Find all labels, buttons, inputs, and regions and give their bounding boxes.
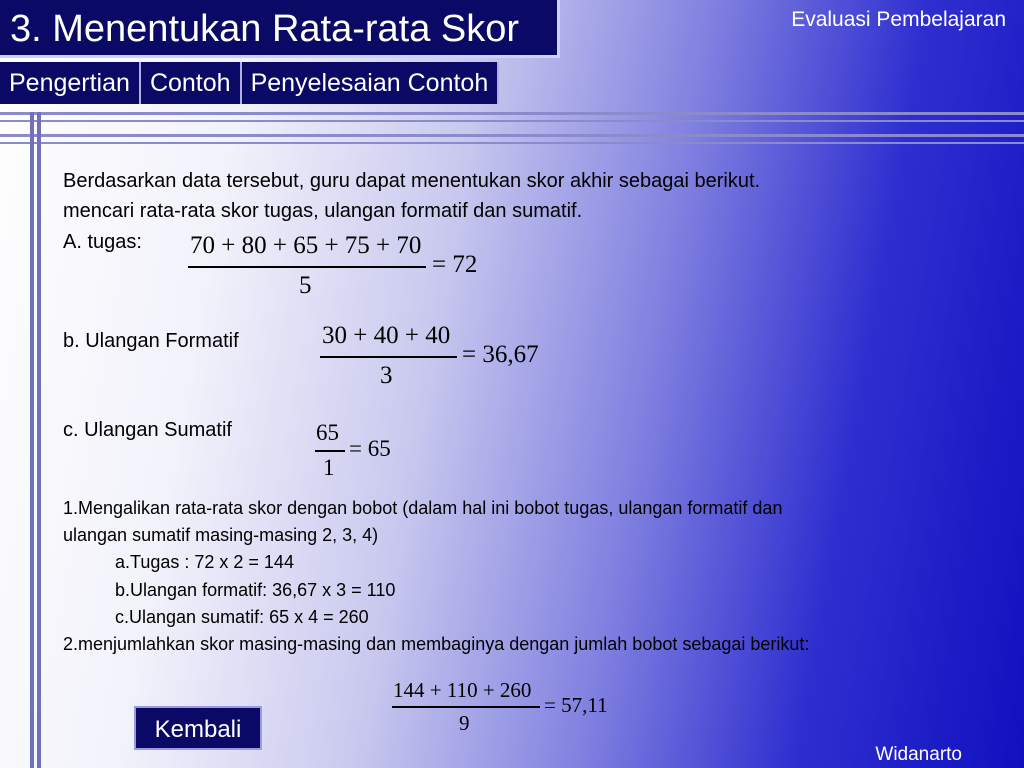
numerator: 144 + 110 + 260	[393, 678, 532, 702]
step-1a: a.Tugas : 72 x 2 = 144	[115, 552, 294, 572]
intro-line-2: mencari rata-rata skor tugas, ulangan formatif dan sumatif.	[63, 200, 583, 222]
tab-penyelesaian-contoh[interactable]: Penyelesaian Contoh	[242, 62, 500, 104]
intro-line-1: Berdasarkan data tersebut, guru dapat menentukan skor akhir sebagai berikut.	[63, 170, 761, 192]
step-1-line-2: ulangan sumatif masing-masing 2, 3, 4)	[63, 525, 379, 545]
result: = 65	[349, 436, 391, 461]
formula-formatif	[320, 322, 580, 392]
denominator: 5	[299, 272, 312, 299]
vertical-rule	[30, 112, 34, 768]
slide-title: 3. Menentukan Rata-rata Skor	[0, 0, 560, 58]
denominator: 1	[323, 455, 335, 480]
step-1-line-1: 1.Mengalikan rata-rata skor dengan bobot (dalam hal ini bobot tugas, ulangan formatif dan	[63, 498, 783, 518]
divider-line	[0, 134, 1024, 137]
tab-contoh[interactable]: Contoh	[141, 62, 242, 104]
fraction-bar	[392, 706, 540, 708]
divider-line	[0, 120, 1024, 122]
formula-tugas	[188, 232, 498, 302]
divider-line	[0, 142, 1024, 144]
course-label: Evaluasi Pembelajaran	[791, 8, 1006, 31]
divider-line	[0, 112, 1024, 115]
step-1c: c.Ulangan sumatif: 65 x 4 = 260	[115, 607, 369, 627]
author-label: Widanarto	[875, 744, 962, 765]
formula-sumatif	[315, 420, 435, 485]
denominator: 3	[380, 362, 393, 389]
result: = 57,11	[544, 693, 608, 717]
vertical-rule	[37, 112, 41, 768]
result: = 36,67	[462, 341, 539, 368]
numerator: 30 + 40 + 40	[322, 322, 451, 349]
fraction-bar	[315, 450, 345, 452]
part-b-label: b. Ulangan Formatif	[63, 330, 239, 352]
formula-final	[392, 678, 632, 738]
kembali-button[interactable]: Kembali	[134, 706, 262, 750]
step-2: 2.menjumlahkan skor masing-masing dan membaginya dengan jumlah bobot sebagai berikut:	[63, 634, 810, 654]
numerator: 70 + 80 + 65 + 75 + 70	[190, 232, 422, 259]
step-1b: b.Ulangan formatif: 36,67 x 3 = 110	[115, 580, 396, 600]
fraction-bar	[188, 266, 426, 268]
tab-bar	[0, 62, 499, 104]
result: = 72	[432, 251, 478, 278]
fraction-bar	[320, 356, 457, 358]
numerator: 65	[316, 420, 339, 445]
part-a-label: A. tugas:	[63, 231, 142, 253]
tab-pengertian[interactable]: Pengertian	[0, 62, 141, 104]
part-c-label: c. Ulangan Sumatif	[63, 419, 232, 441]
denominator: 9	[459, 711, 470, 735]
